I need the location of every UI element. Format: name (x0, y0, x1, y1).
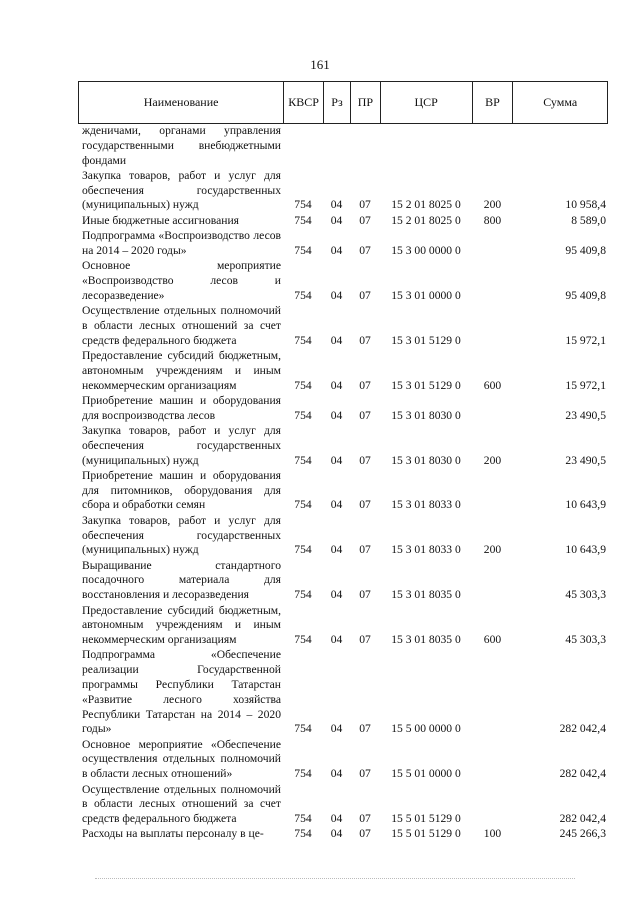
cell-csr: 15 3 01 5129 0 (391, 333, 461, 347)
table-row (78, 349, 608, 393)
cell-csr: 15 2 01 8025 0 (391, 198, 461, 212)
cell-kvsr: 754 (294, 722, 312, 736)
cell-csr: 15 3 01 8033 0 (391, 543, 461, 557)
table-row (78, 827, 608, 842)
table-header (78, 81, 608, 124)
cell-kvsr: 754 (294, 767, 312, 781)
cell-sum: 282 042,4 (559, 812, 606, 826)
table-row (78, 424, 608, 468)
page-number: 161 (310, 57, 330, 72)
cell-csr: 15 3 01 5129 0 (391, 378, 461, 392)
cell-csr: 15 3 01 8030 0 (391, 408, 461, 422)
cell-sum: 45 303,3 (565, 588, 606, 602)
cell-pr: 07 (359, 767, 371, 781)
cell-name: Закупка товаров, работ и услуг для обеспечения государственных (муниципальных) нужд (82, 423, 281, 467)
cell-vr: 200 (483, 543, 502, 557)
cell-name: Предоставление субсидий бюджетным, автономным учреждениям и иным некоммерческим организациям (82, 603, 281, 647)
cell-name: Иные бюджетные ассигнования (82, 213, 239, 227)
table-row (78, 259, 608, 303)
cell-rz: 04 (330, 333, 343, 347)
cell-rz: 04 (330, 767, 343, 781)
cell-kvsr: 754 (294, 288, 312, 302)
cell-name: Осуществление отдельных полномочий в области лесных отношений за счет средств федерального бюджета (82, 782, 281, 826)
cell-name: Приобретение машин и оборудования для воспроизводства лесов (82, 393, 281, 422)
cell-kvsr: 754 (294, 543, 312, 557)
cell-rz: 04 (330, 408, 343, 422)
cell-csr: 15 5 00 0000 0 (391, 722, 461, 736)
cell-csr: 15 3 01 8030 0 (391, 453, 461, 467)
cell-vr: 600 (483, 378, 502, 392)
cell-kvsr: 754 (294, 827, 312, 841)
header-rz: Рз (323, 82, 350, 123)
cell-sum: 45 303,3 (565, 633, 606, 647)
cell-pr: 07 (359, 498, 371, 512)
cell-sum: 15 972,1 (565, 378, 606, 392)
cell-rz: 04 (330, 288, 343, 302)
cell-csr: 15 3 01 8033 0 (391, 498, 461, 512)
header-kvsr: КВСР (283, 82, 323, 123)
cell-pr: 07 (359, 722, 371, 736)
cell-pr: 07 (359, 243, 371, 257)
cell-rz: 04 (330, 543, 343, 557)
cell-sum: 23 490,5 (565, 408, 606, 422)
cell-csr: 15 5 01 0000 0 (391, 767, 461, 781)
cell-vr: 200 (483, 198, 502, 212)
table-row (78, 514, 608, 558)
cell-kvsr: 754 (294, 333, 312, 347)
cell-rz: 04 (330, 722, 343, 736)
cell-sum: 10 958,4 (565, 198, 606, 212)
table-row (78, 469, 608, 513)
cell-csr: 15 3 01 8035 0 (391, 633, 461, 647)
cell-sum: 245 266,3 (559, 827, 606, 841)
cell-pr: 07 (359, 213, 371, 227)
cell-pr: 07 (359, 827, 371, 841)
cell-kvsr: 754 (294, 213, 312, 227)
cell-pr: 07 (359, 543, 371, 557)
cell-kvsr: 754 (294, 453, 312, 467)
cell-pr: 07 (359, 408, 371, 422)
cell-kvsr: 754 (294, 588, 312, 602)
cell-pr: 07 (359, 588, 371, 602)
cell-csr: 15 3 00 0000 0 (391, 243, 461, 257)
cell-sum: 282 042,4 (559, 767, 606, 781)
table-row (78, 304, 608, 348)
cell-sum: 10 643,9 (565, 543, 606, 557)
cell-rz: 04 (330, 198, 343, 212)
cell-name: Закупка товаров, работ и услуг для обеспечения государственных (муниципальных) нужд (82, 168, 281, 212)
cell-rz: 04 (330, 827, 343, 841)
cell-rz: 04 (330, 812, 343, 826)
cell-sum: 15 972,1 (565, 333, 606, 347)
cell-sum: 282 042,4 (559, 722, 606, 736)
cell-pr: 07 (359, 288, 371, 302)
cell-sum: 8 589,0 (571, 213, 606, 227)
cell-sum: 10 643,9 (565, 498, 606, 512)
cell-sum: 23 490,5 (565, 453, 606, 467)
table-row (78, 229, 608, 259)
cell-pr: 07 (359, 453, 371, 467)
cell-vr: 600 (483, 633, 502, 647)
cell-rz: 04 (330, 498, 343, 512)
header-csr: ЦСР (380, 82, 472, 123)
table-row (78, 169, 608, 213)
cell-kvsr: 754 (294, 378, 312, 392)
cell-csr: 15 2 01 8025 0 (391, 213, 461, 227)
cell-pr: 07 (359, 378, 371, 392)
cell-name: Выращивание стандартного посадочного материала для восстановления и лесоразведения (82, 558, 281, 602)
cell-rz: 04 (330, 243, 343, 257)
cell-pr: 07 (359, 333, 371, 347)
cell-rz: 04 (330, 213, 343, 227)
cell-sum: 95 409,8 (565, 288, 606, 302)
table-row (78, 394, 608, 424)
table-row (78, 124, 608, 168)
table-row (78, 559, 608, 603)
cell-kvsr: 754 (294, 243, 312, 257)
table-row (78, 648, 608, 737)
cell-name: жденичами, органами управления государственными внебюджетными фондами (82, 124, 281, 167)
cell-name: Предоставление субсидий бюджетным, автономным учреждениям и иным некоммерческим организациям (82, 348, 281, 392)
cell-pr: 07 (359, 198, 371, 212)
cell-csr: 15 3 01 8035 0 (391, 588, 461, 602)
table-row (78, 738, 608, 782)
cell-kvsr: 754 (294, 633, 312, 647)
header-pr: ПР (350, 82, 380, 123)
cell-kvsr: 754 (294, 812, 312, 826)
cell-name: Осуществление отдельных полномочий в области лесных отношений за счет средств федерального бюджета (82, 304, 281, 347)
header-sum: Сумма (512, 82, 607, 123)
cell-name: Основное мероприятие «Воспроизводство лесов и лесоразведение» (82, 259, 281, 302)
cell-kvsr: 754 (294, 408, 312, 422)
cell-sum: 95 409,8 (565, 243, 606, 257)
table-row (78, 604, 608, 648)
cell-vr: 800 (483, 213, 502, 227)
budget-table (78, 81, 608, 842)
cell-rz: 04 (330, 378, 343, 392)
table-row (78, 214, 608, 229)
table-body (78, 124, 608, 842)
cell-kvsr: 754 (294, 198, 312, 212)
cell-vr: 200 (483, 453, 502, 467)
cell-name: Подпрограмма «Обеспечение реализации Государственной программы Республики Татарстан «Развитие лесного хозяйства Республики Татарстан на 2014 – 2020 годы» (82, 648, 281, 736)
cell-name: Расходы на выплаты персоналу в це- (82, 827, 264, 841)
cell-rz: 04 (330, 453, 343, 467)
cell-csr: 15 3 01 0000 0 (391, 288, 461, 302)
cell-rz: 04 (330, 633, 343, 647)
cell-name: Подпрограмма «Воспроизводство лесов на 2014 – 2020 годы» (82, 229, 281, 257)
cell-vr: 100 (483, 827, 502, 841)
cell-rz: 04 (330, 588, 343, 602)
table-row (78, 783, 608, 827)
cell-name: Приобретение машин и оборудования для питомников, оборудования для сбора и обработки семян (82, 468, 281, 512)
header-vr: ВР (472, 82, 513, 123)
cell-csr: 15 5 01 5129 0 (391, 812, 461, 826)
cell-name: Основное мероприятие «Обеспечение осуществления отдельных полномочий в области лесных отношений» (82, 737, 281, 781)
bottom-scan-dots (95, 878, 575, 879)
cell-name: Закупка товаров, работ и услуг для обеспечения государственных (муниципальных) нужд (82, 513, 281, 557)
header-name: Наименование (143, 95, 219, 109)
cell-pr: 07 (359, 812, 371, 826)
cell-kvsr: 754 (294, 498, 312, 512)
cell-pr: 07 (359, 633, 371, 647)
cell-csr: 15 5 01 5129 0 (391, 827, 461, 841)
